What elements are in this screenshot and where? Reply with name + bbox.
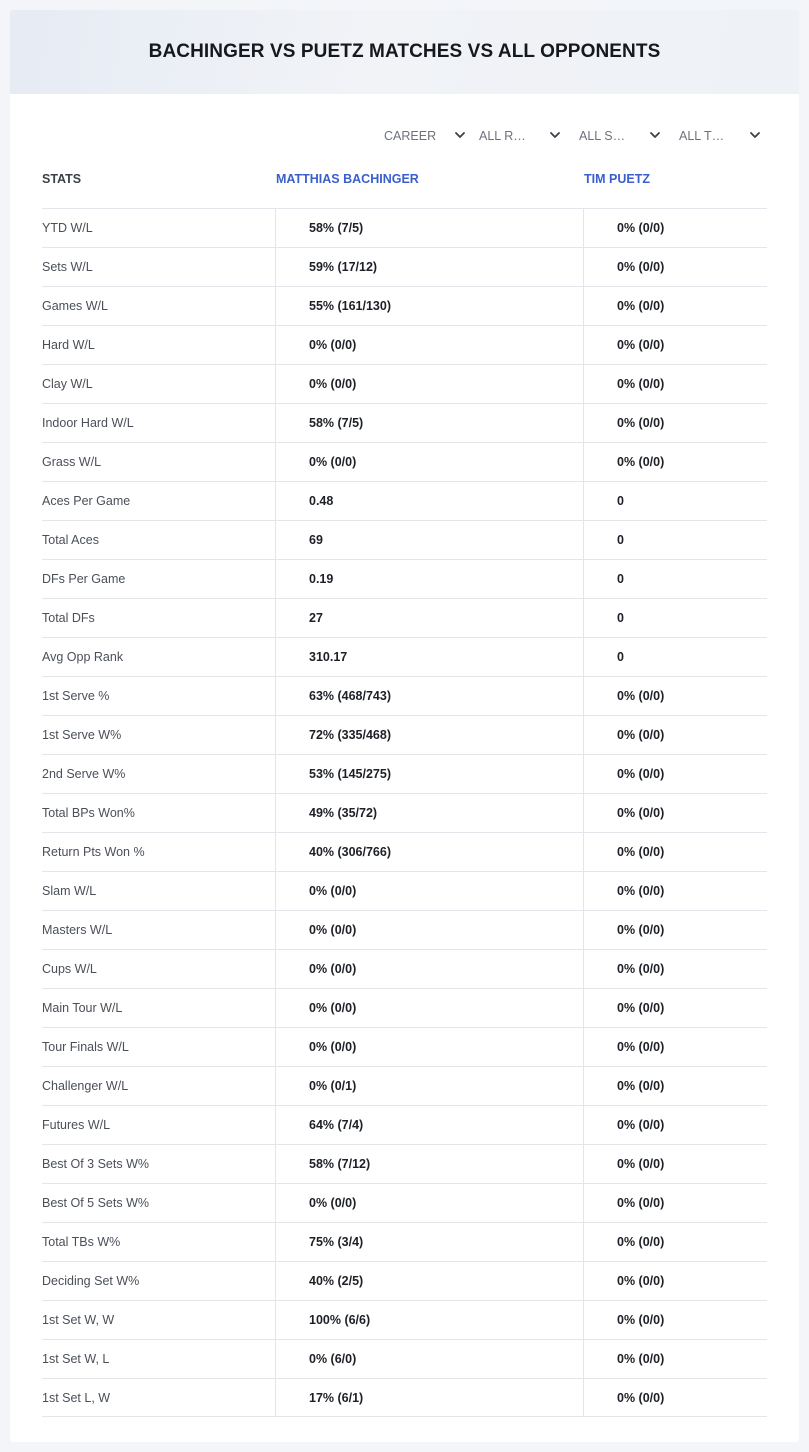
table-row	[42, 247, 767, 286]
stat-label: Total Aces	[42, 533, 99, 547]
player2-stat-value: 0% (0/0)	[583, 404, 767, 442]
stat-label: 2nd Serve W%	[42, 767, 126, 781]
player1-stat-value: 310.17	[275, 638, 583, 676]
stat-label: Masters W/L	[42, 923, 113, 937]
stat-label: Games W/L	[42, 299, 108, 313]
player2-stat-value: 0% (0/0)	[583, 326, 767, 364]
chevron-down-icon	[549, 129, 561, 141]
table-row	[42, 559, 767, 598]
player2-stat-value: 0% (0/0)	[583, 716, 767, 754]
table-row	[42, 598, 767, 637]
player2-stat-value: 0% (0/0)	[583, 1028, 767, 1066]
tournament-select-value: ALL T…	[679, 129, 725, 143]
player2-stat-value: 0% (0/0)	[583, 1301, 767, 1339]
player2-stat-value: 0% (0/0)	[583, 248, 767, 286]
table-row	[42, 793, 767, 832]
stat-label: Best Of 5 Sets W%	[42, 1196, 149, 1210]
player2-stat-value: 0% (0/0)	[583, 1067, 767, 1105]
player2-stat-value: 0% (0/0)	[583, 1340, 767, 1378]
surface-select[interactable]	[579, 125, 661, 147]
stat-label: Hard W/L	[42, 338, 95, 352]
stat-label: 1st Set L, W	[42, 1391, 111, 1405]
player1-stat-value: 40% (306/766)	[275, 833, 583, 871]
player2-stat-value: 0% (0/0)	[583, 755, 767, 793]
player2-stat-value: 0% (0/0)	[583, 794, 767, 832]
table-row	[42, 403, 767, 442]
player1-stat-value: 58% (7/5)	[275, 404, 583, 442]
player2-stat-value: 0% (0/0)	[583, 209, 767, 247]
table-row	[42, 1066, 767, 1105]
filter-bar	[10, 125, 799, 147]
stat-label: 1st Serve W%	[42, 728, 122, 742]
player1-stat-value: 55% (161/130)	[275, 287, 583, 325]
table-row	[42, 1027, 767, 1066]
player1-stat-value: 17% (6/1)	[275, 1379, 583, 1417]
player1-stat-value: 40% (2/5)	[275, 1262, 583, 1300]
stat-label: Clay W/L	[42, 377, 93, 391]
player2-stat-value: 0% (0/0)	[583, 677, 767, 715]
player1-stat-value: 0% (6/0)	[275, 1340, 583, 1378]
stats-table-body	[42, 208, 767, 1417]
period-select-value: CAREER	[384, 129, 437, 143]
table-row	[42, 481, 767, 520]
table-row	[42, 1300, 767, 1339]
page-title: BACHINGER VS PUETZ MATCHES VS ALL OPPONENTS	[148, 41, 661, 62]
player2-stat-value: 0% (0/0)	[583, 833, 767, 871]
player2-stat-value: 0% (0/0)	[583, 443, 767, 481]
player2-stat-value: 0% (0/0)	[583, 1223, 767, 1261]
table-row	[42, 208, 767, 247]
player2-stat-value: 0% (0/0)	[583, 1184, 767, 1222]
table-row	[42, 1144, 767, 1183]
stats-column-header: STATS	[42, 172, 82, 186]
stat-label: Deciding Set W%	[42, 1274, 140, 1288]
player1-stat-value: 49% (35/72)	[275, 794, 583, 832]
player1-stat-value: 63% (468/743)	[275, 677, 583, 715]
player1-stat-value: 0.48	[275, 482, 583, 520]
player2-stat-value: 0	[583, 599, 767, 637]
player1-stat-value: 0% (0/0)	[275, 443, 583, 481]
round-select-value: ALL R…	[479, 129, 526, 143]
player1-stat-value: 0% (0/0)	[275, 326, 583, 364]
stat-label: Best Of 3 Sets W%	[42, 1157, 149, 1171]
stat-label: DFs Per Game	[42, 572, 126, 586]
stat-label: Total BPs Won%	[42, 806, 135, 820]
player1-stat-value: 64% (7/4)	[275, 1106, 583, 1144]
player1-stat-value: 27	[275, 599, 583, 637]
player1-stat-value: 0% (0/0)	[275, 365, 583, 403]
stat-label: Challenger W/L	[42, 1079, 129, 1093]
player2-stat-value: 0% (0/0)	[583, 1379, 767, 1417]
player2-stat-value: 0	[583, 638, 767, 676]
tournament-select[interactable]	[679, 125, 761, 147]
player2-stat-value: 0% (0/0)	[583, 1262, 767, 1300]
table-row	[42, 637, 767, 676]
stats-card	[10, 10, 799, 1442]
stat-label: Grass W/L	[42, 455, 102, 469]
table-row	[42, 949, 767, 988]
table-row	[42, 754, 767, 793]
player1-stat-value: 72% (335/468)	[275, 716, 583, 754]
table-row	[42, 676, 767, 715]
stat-label: Aces Per Game	[42, 494, 131, 508]
stat-label: 1st Set W, L	[42, 1352, 110, 1366]
player1-stat-value: 69	[275, 521, 583, 559]
player1-stat-value: 0% (0/0)	[275, 989, 583, 1027]
table-row	[42, 1339, 767, 1378]
stat-label: Total DFs	[42, 611, 95, 625]
player1-stat-value: 0% (0/0)	[275, 872, 583, 910]
table-row	[42, 910, 767, 949]
table-row	[42, 832, 767, 871]
player1-stat-value: 100% (6/6)	[275, 1301, 583, 1339]
stat-label: Futures W/L	[42, 1118, 111, 1132]
player1-stat-value: 0% (0/0)	[275, 1184, 583, 1222]
table-row	[42, 1378, 767, 1417]
table-row	[42, 1105, 767, 1144]
stat-label: Slam W/L	[42, 884, 97, 898]
table-row	[42, 364, 767, 403]
player1-column-header[interactable]: MATTHIAS BACHINGER	[276, 172, 419, 186]
stat-label: 1st Set W, W	[42, 1313, 115, 1327]
player2-stat-value: 0	[583, 482, 767, 520]
table-row	[42, 520, 767, 559]
table-row	[42, 1222, 767, 1261]
player2-stat-value: 0% (0/0)	[583, 950, 767, 988]
player1-stat-value: 75% (3/4)	[275, 1223, 583, 1261]
table-row	[42, 325, 767, 364]
player2-stat-value: 0% (0/0)	[583, 1106, 767, 1144]
player1-stat-value: 58% (7/12)	[275, 1145, 583, 1183]
player1-stat-value: 0% (0/0)	[275, 1028, 583, 1066]
player2-stat-value: 0% (0/0)	[583, 989, 767, 1027]
player2-stat-value: 0% (0/0)	[583, 1145, 767, 1183]
player1-stat-value: 0% (0/0)	[275, 950, 583, 988]
period-select[interactable]	[384, 125, 466, 147]
chevron-down-icon	[454, 129, 466, 141]
table-row	[42, 286, 767, 325]
chevron-down-icon	[649, 129, 661, 141]
stat-label: Total TBs W%	[42, 1235, 121, 1249]
player1-stat-value: 59% (17/12)	[275, 248, 583, 286]
player1-stat-value: 0.19	[275, 560, 583, 598]
table-row	[42, 442, 767, 481]
player2-stat-value: 0	[583, 521, 767, 559]
player2-stat-value: 0% (0/0)	[583, 872, 767, 910]
surface-select-value: ALL S…	[579, 129, 626, 143]
stat-label: Avg Opp Rank	[42, 650, 124, 664]
table-row	[42, 988, 767, 1027]
player1-stat-value: 0% (0/1)	[275, 1067, 583, 1105]
stat-label: Sets W/L	[42, 260, 93, 274]
player1-stat-value: 58% (7/5)	[275, 209, 583, 247]
player2-stat-value: 0% (0/0)	[583, 287, 767, 325]
table-row	[42, 1183, 767, 1222]
table-row	[42, 1261, 767, 1300]
player2-column-header[interactable]: TIM PUETZ	[584, 172, 650, 186]
stat-label: Tour Finals W/L	[42, 1040, 129, 1054]
stat-label: Return Pts Won %	[42, 845, 145, 859]
stat-label: 1st Serve %	[42, 689, 110, 703]
stat-label: Cups W/L	[42, 962, 97, 976]
player1-stat-value: 53% (145/275)	[275, 755, 583, 793]
player2-stat-value: 0	[583, 560, 767, 598]
player1-stat-value: 0% (0/0)	[275, 911, 583, 949]
player2-stat-value: 0% (0/0)	[583, 911, 767, 949]
stat-label: YTD W/L	[42, 221, 93, 235]
table-row	[42, 871, 767, 910]
card-header	[10, 10, 799, 94]
stat-label: Main Tour W/L	[42, 1001, 123, 1015]
table-row	[42, 715, 767, 754]
stat-label: Indoor Hard W/L	[42, 416, 134, 430]
round-select[interactable]	[479, 125, 561, 147]
table-header	[42, 170, 767, 208]
chevron-down-icon	[749, 129, 761, 141]
player2-stat-value: 0% (0/0)	[583, 365, 767, 403]
